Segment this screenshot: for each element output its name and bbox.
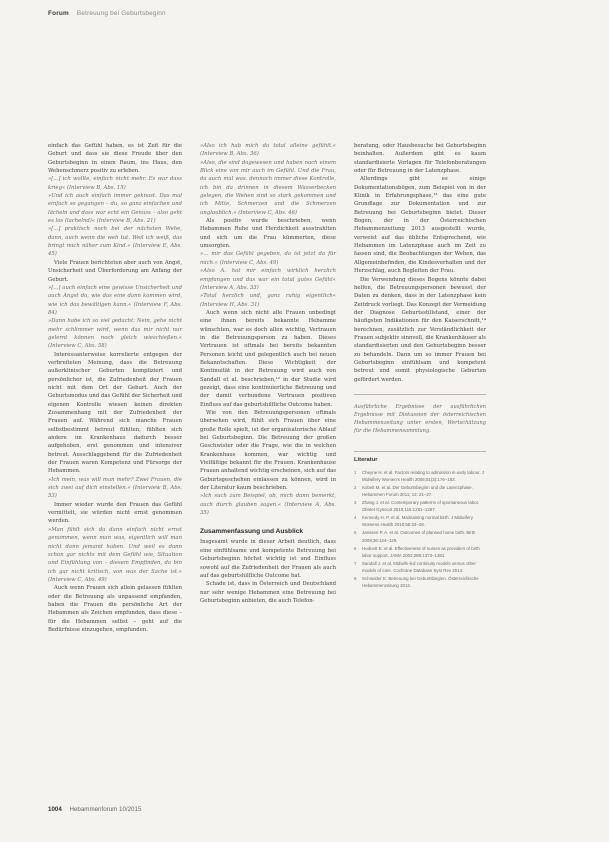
interview-quote: »Also A. hat mir einfach wirklich herzlich empfangen und das war ein total gutes Gefühl« (Interview A, Abs. 33)	[200, 268, 336, 291]
interview-quote: »... mir das Gefühl gegeben, da ist jetzt da für mich.« (Interview C, Abs. 49)	[200, 251, 336, 266]
literature-list	[354, 469, 486, 590]
literature-number: 5	[354, 530, 357, 536]
section-label: Forum	[48, 10, 69, 17]
literature-text: Zhang J. et al. Contemporary patterns of spontaneous labor. Obstet Gynecol 2010;116:1281–1287.	[362, 500, 480, 513]
interview-quote: »[...] auch einfach eine gewisse Unsicherheit und auch Angst da, wie das eine dann kommen wird, wie ich das bewältigen kann.« (Interview F, Abs. 84)	[48, 284, 182, 316]
journal-name: Hebammenforum 10/2015	[69, 806, 142, 813]
literature-text: Janssen P. A. et al. Outcomes of planned home birth. Birth 2009;36:124–129.	[362, 530, 476, 543]
text-column-3	[354, 142, 486, 590]
interview-quote: »Man fühlt sich da dann einfach nicht ernst genommen, wenn man was, eigentlich will man nicht dann jemand haben. Und weil es dann schon gar nichts mit dem Gefühl wie, Situation und Einfühlung von – diesem Empfinden, da bin ich gar nicht kritisch, von was der Sache ist.« (Interview C, Abs. 49)	[48, 526, 182, 583]
body-paragraph: Schade ist, dass in Österreich und Deutschland nur sehr wenige Hebammen eine Betreuung bei Geburtsbeginn anbieten, die auch Telefon-	[200, 581, 336, 604]
literature-text: Cheyne H. et al. Factors relating to admission in early labour. J Midwifery Women's Health 2006;51(3):176–183.	[362, 469, 485, 482]
literature-text: Kennedy H. P. et al. Maintaining normal birth. J Midwifery Womens Health 2010;55:23–28.	[362, 515, 473, 528]
page-number: 1004	[48, 806, 62, 813]
literature-item	[354, 575, 486, 589]
interview-quote: »[...] ich wollte, einfach nicht mehr. Es war dass krieg« (Interview B, Abs. 15)	[48, 176, 182, 191]
section-heading: Zusammenfassung und Ausblick	[200, 528, 304, 536]
literature-text: Schneider E. Betreuung bei Geburtsbeginn. Österreichische Hebammenzeitung 2013.	[362, 576, 479, 589]
literature-item	[354, 469, 486, 483]
interview-quote: »Ich such zum Beispiel, ob, mich dann bemerkt, auch durch glauben sagen.« (Interview A, Abs. 35)	[200, 493, 336, 517]
folio	[48, 806, 141, 813]
literature-text: Sandall J. et al. Midwife-led continuity models versus other models of care. Cochrane Database Syst Rev 2013.	[362, 560, 476, 573]
literature-number: 8	[354, 576, 357, 581]
text-column-2	[200, 142, 336, 605]
literature-item	[354, 499, 486, 513]
body-paragraph: Allerdings gibt es einige Dokumentationsbögen, zum Beispiel von in der Klinik in Erfahrungsphase,¹³ das eine gute Grundlage zur Dokumentation und zur Betreuung bei Geburtsbeginn bietet. Dieser Bogen, der in der Österreichischen Hebammenzeitung 2013 ausgestellt wurde, verweist auf das übliche Entsprechend, wie Hebammen im Latenzphase auch im Zeit zu fassen sind, die Beobachtungen der Wehen, das Allgemeinbefinden, die Kindesverhalten und der Herzschlag, auch Begleiten der Frau.	[354, 176, 486, 275]
author-note: Ausführliche Ergebnisse der ausführlichen Ergebnisse mit Diskussion der österreichischen Hebammenzeitung unter ersten, Wertschätzung für die Hebammensammlung.	[354, 394, 486, 435]
literature-number: 7	[354, 560, 357, 566]
topic-label: Betreuung bei Geburtsbeginn	[76, 10, 166, 17]
literature-number: 2	[354, 484, 357, 490]
body-paragraph: Viele Frauen berichteten aber auch von Angst, Unsicherheit und Überforderung am Anfang der Geburt.	[48, 259, 182, 283]
body-paragraph: einfach das Gefühl haben, es ist Zeit für die Geburt und dass sie diese Freude über den Geburtsbeginn in einen Raum, ins Haus, den Wehenschmerz positiv zu erleben.	[48, 143, 182, 175]
body-paragraph: Als positiv wurde beschrieben, wenn Hebammen Ruhe und Herzlichkeit ausstrahlten und sich um die Frau kümmerten, diese umsorgten.	[200, 218, 336, 250]
literature-item	[354, 484, 486, 498]
literature-title: Literatur	[354, 457, 378, 464]
interview-quote: »Also, die sind dagewesen und haben nach einem Blick eine von mir auch im Gefühl. Und die Frau, da auch mal was. dennoch immer diese Kontrolle, ich bin da drinnen in diesem Wasserbecken gelegen, die Wehen sind so stark gekommen und ich Mitte, Schmerzen und die Schmerzen unglaublich.« (Interview C, Abs. 46)	[200, 159, 336, 216]
body-paragraph: Auch wenn Frauen sich allein gelassen fühlten oder die Betreuung als unpassend empfanden, haben die Frauen die persönliche Art der Hebammen als Zeichen empfunden, dass diese – für die Hebammen selbst – geht auf die Bedürfnisse einzugehen, empfunden.	[48, 585, 182, 633]
literature-item	[354, 529, 486, 543]
body-paragraph: Interessanterweise korrelierte entgegen der verbreiteten Meinung, dass die Betreuung außerklinischer Geburten kompliziert und persönlicher ist, die Zufriedenheit der Frauen nicht mit dem Ort der Geburt. Auch der Geburtsmodus und das Gefühl der Sicherheit und eigenen Kontrolle wiesen keinen direkten Zusammenhang mit der Zufriedenheit der Frauen auf. Während sich manche Frauen selbstbestimmt betreut fühlten, fühlten sich andere im Krankenhaus dadurch besser aufgehoben, erst genommen und intensiver betreut. Ausschlaggebend für die Zufriedenheit der Frauen waren Kompetenz und Fürsorge der Hebammen.	[48, 351, 182, 475]
literature-number: 3	[354, 500, 357, 506]
literature-item	[354, 514, 486, 528]
body-paragraph: Insgesamt wurde in dieser Arbeit deutlich, dass eine einfühlsame und kompetente Betreuung bei Geburtsbeginn höchst wichtig ist und Einfluss sowohl auf die Zufriedenheit der Frauen als auch auf das geburtshilfliche Outcome hat.	[200, 539, 336, 579]
literature-text: Hodnett E. et al. Effectiveness of nurses as providers of birth labor support. JAMA 2002;288:1373–1381.	[362, 545, 480, 558]
literature-text: Kobelt M. et al. Der Geburtsbeginn und die Latenzphase. Hebammen Forum 2011; 12: 21–27.	[362, 484, 473, 497]
running-head	[48, 10, 166, 17]
interview-quote: »Total herzlich und, ganz ruhig eigentlich« (Interview H, Abs. 31)	[200, 293, 336, 308]
body-paragraph: Immer wieder wurde den Frauen das Gefühl vermittelt, sie würden nicht ernst genommen werden.	[48, 501, 182, 525]
literature-number: 1	[354, 469, 357, 475]
literature-number: 6	[354, 545, 357, 551]
literature-item	[354, 545, 486, 559]
interview-quote: »Dann habe ich so viel gedacht: Nein, gehe nicht mehr schlimmer wird, wenn das mir nicht nur gelernt können noch gleich wieschießen.« (Interview C, Abs. 58)	[48, 318, 182, 350]
interview-quote: »Ich mein, was will man mehr? Zwei Frauen, die sich zwei auf dich einstellen.« (Interview B, Abs. 53)	[48, 476, 182, 500]
literature-box	[354, 451, 486, 589]
body-paragraph: Auch wenn sich nicht alle Frauen unbedingt eine ihnen bereits bekannte Hebamme wünschten, war es doch allen wichtig, Vertrauen in die Betreuungsperson zu haben. Dieses Vertrauen ist oftmals bei bereits bekannten Personen leicht und gelegentlich auch bei neuen Bekanntschaften. Diese Wichtigkeit der Kontinuität in der Betreuung wird auch von Sandall et al. beschrieben,¹² in der Studie wird gezeigt, dass eine kontinuierliche Betreuung und der damit verbundene Vertrauen positiven Einfluss auf das geburtshilfliche Outcome haben.	[200, 309, 336, 408]
interview-quote: »Und ich auch einfach immer geknast. Das mal einfach so gegangen – du, so ganz einfachen und lächeln und dass war echt ein Genuss – also geht es los (lachelnd)« (Interview B, Abs. 21)	[48, 193, 182, 225]
literature-number: 4	[354, 515, 357, 521]
body-paragraph: Wie von den Betreuungspersonen oftmals übersehen wird, fühlt sich Frauen über eine große Rolle spielt, ist der organisatorische Ablauf bei Geburtsbeginn. Die Betreuung der großen Geschwister oder die Frage, wie die in welchen Krankenhaus kommen, war wichtig und Vielfältige bekannt für die Frauen. Krankenhause Frauen anhaltend wichtig erscheinen, sich auf das Geburtsgeschehen einlassen zu können, wird in der Literatur kaum beschrieben.	[200, 410, 336, 492]
body-paragraph: Die Verwendung dieses Bogens könnte dabei helfen, die Betreuungspersonen bewusst der Daten zu denken, dass in der Latenzphase kein Zeitdruck vorliegt. Das Konzept der Vermeidung der Diagnose Geburtsstillstand, einer der häufigsten Indikationen für den Kaiserschnitt,¹⁴ berechnen, zusätzlich zur Verständlichkeit der Frauen subjektiv sinnvoll, die Krankenhäuser als standardisierten und den Geburtsbeginn besser zu behandeln. Dann um so immer Frauen bei Geburtsbeginn einfühlsam und kompetent betreut und somit physiologische Geburten gefördert werden.	[354, 276, 486, 383]
body-paragraph: beratung, oder Hausbesuche bei Geburtsbeginn beinhalten. Außerdem gibt es kaum standardisierte Vorlagen für Telefonberatungen oder für Betreuung in der Latenzphase.	[354, 143, 486, 175]
text-column-1	[48, 142, 182, 634]
literature-item	[354, 560, 486, 574]
interview-quote: »Also ich hab mich da total alleine gefühlt.« (Interview B, Abs. 36)	[200, 143, 336, 158]
interview-quote: »[...] praktisch noch bei der nächsten Wehe, dann, auch wenn die weh tut. Weil ich weiß, das bringt mich näher zum Kind.« (Interview E, Abs. 45)	[48, 226, 182, 258]
